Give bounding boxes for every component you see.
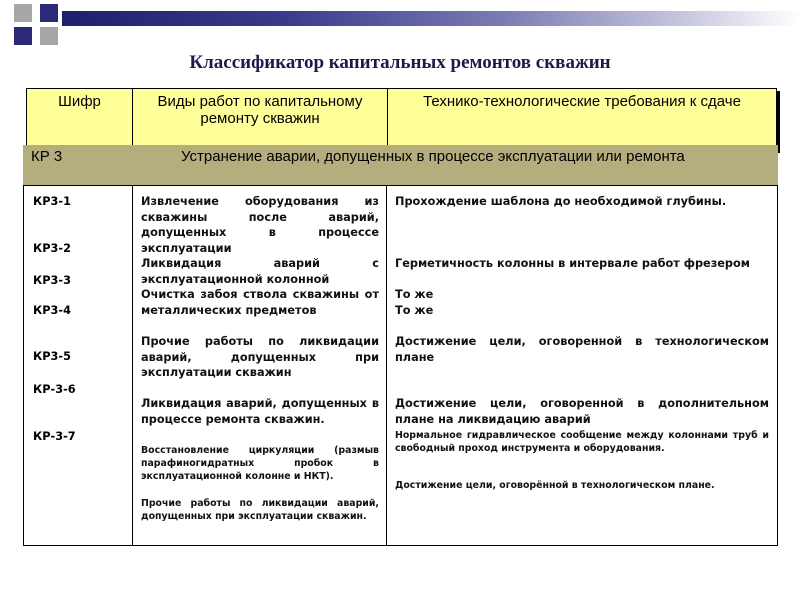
header-requirements: Технико-технологические требования к сдаче [387,88,777,150]
work-item: Ликвидация аварий с эксплуатационной колонной [141,257,379,286]
requirement-item: Прохождение шаблона до необходимой глубины. [395,195,727,208]
banner-square [14,4,32,22]
work-item: Извлечение оборудования из скважины после аварий, допущенных в процессе эксплуатации [141,195,379,255]
header-code: Шифр [26,88,133,150]
table-body [23,185,778,546]
work-item: Ликвидация аварий, допущенных в процессе ремонта скважин. [141,397,379,426]
page-title: Классификатор капитальных ремонтов скважин [189,52,611,73]
header-works: Виды работ по капитальному ремонту скважин [132,88,388,150]
work-item: Прочие работы по ликвидации аварий, допущенных при эксплуатации скважин. [141,498,379,523]
requirement-item: Герметичность колонны в интервале работ фрезером [395,257,751,270]
row-code: КР3-3 [33,274,71,287]
requirement-item: Достижение цели, оговорённой в технологическом плане. [395,480,715,491]
row-code: КР3-1 [33,195,71,208]
row-code: КР3-2 [33,242,71,255]
banner-square [40,4,58,22]
banner-square [14,27,32,45]
work-item: Очистка забоя ствола скважины от металлических предметов [141,288,379,317]
section-title: Устранение аварии, допущенных в процессе эксплуатации или ремонта [181,148,685,165]
requirement-item: Нормальное гидравлическое сообщение между колоннами труб и свободный проход инструмента и оборудования. [395,430,769,455]
row-code: КР-3-6 [33,383,76,396]
title-banner-decoration [0,0,800,50]
row-code: КР-3-7 [33,430,76,443]
requirement-item: Достижение цели, оговоренной в дополнительном плане на ликвидацию аварий [395,397,769,426]
requirement-item: Достижение цели, оговоренной в технологическом плане [395,335,769,364]
section-code: КР 3 [31,148,63,165]
banner-square [40,27,58,45]
column-divider [132,186,133,545]
work-item: Восстановление циркуляции (размыв парафиногидратных пробок в эксплуатационной колонне и НКТ). [141,445,379,483]
row-code: КР3-5 [33,350,71,363]
section-kr3 [23,145,778,185]
requirement-item: То же [395,304,434,317]
work-item: Прочие работы по ликвидации аварий, допущенных при эксплуатации скважин [141,335,379,379]
column-divider [386,186,387,545]
row-code: КР3-4 [33,304,71,317]
requirement-item: То же [395,288,434,301]
banner-gradient-bar [62,11,800,26]
